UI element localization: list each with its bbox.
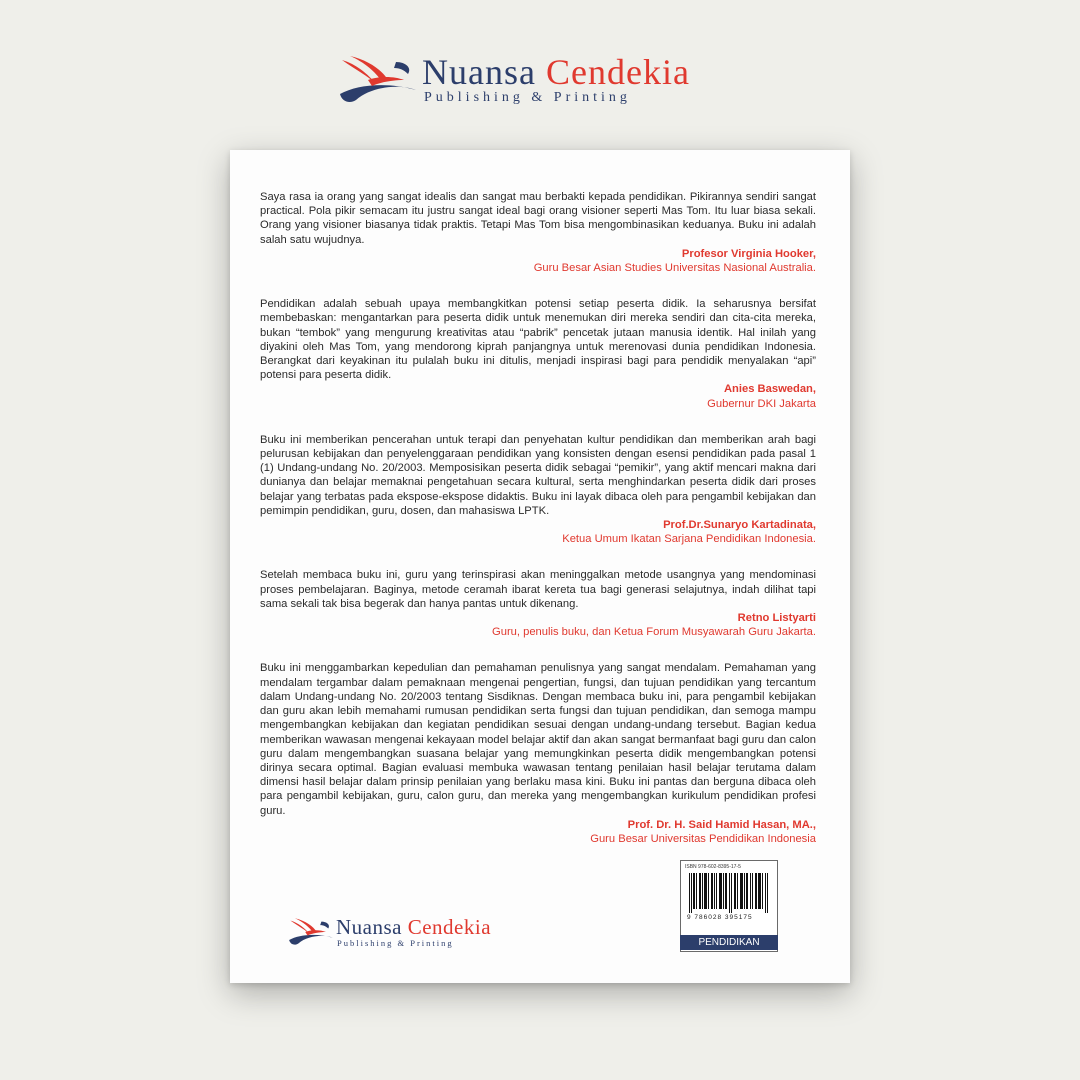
endorsement-text: Setelah membaca buku ini, guru yang terinspirasi akan meninggalkan metode usangnya yang mendominasi proses pembelajaran. Baginya, metode ceramah ibarat kereta tua bagi generasi selajutnya, indah dilihat tapi sama sekali tak bisa begerak dan hanya pantas untuk dikenang. — [260, 569, 816, 610]
publisher-name-part1: Nuansa — [422, 52, 546, 92]
endorsement-text: Buku ini memberikan pencerahan untuk terapi dan penyehatan kultur pendidikan dan memberikan arah bagi pelurusan kebijakan dan penyelenggaraan pendidikan yang konsisten dengan esensi pendidikan pada pasal 1 (1) Undang-undang No. 20/2003. Memposisikan peserta didik sebagai “pemikir”, yang aktif mencari makna dari dunianya dan belajar memaknai pengetahuan secara kultural, serta menghindarkan peserta didik dari proses belajar yang terbatas pada ekspose-ekspose didaktis. Buku ini layak dibaca oleh para pengambil kebijakan dan pemimpin pendidikan, guru, dosen, dan mahasiswa LPTK. — [260, 433, 816, 517]
isbn-label: ISBN 978-602-8395-17-5 — [685, 864, 741, 870]
publisher-name-part2: Cendekia — [545, 52, 690, 92]
endorsement-author: Profesor Virginia Hooker, — [681, 247, 816, 260]
publisher-name-part2: Cendekia — [407, 915, 492, 939]
publisher-name-part1: Nuansa — [336, 915, 408, 939]
category-label: PENDIDIKAN — [680, 935, 778, 950]
publisher-name — [422, 52, 690, 92]
publisher-logo-top — [0, 50, 1080, 120]
endorsement-role: Guru Besar Asian Studies Universitas Nasional Australia. — [533, 262, 816, 275]
endorsement-text: Pendidikan adalah sebuah upaya membangkitkan potensi setiap peserta didik. Ia seharusnya bersifat membebaskan: mengantarkan para peserta didik untuk menemukan diri mereka sendiri dan cita-cita mereka, bukan “tembok” yang mengurung kreativitas atau “pabrik” pencetak jutaan manusia identik. Hal inilah yang diyakini oleh Mas Tom, yang mendorong kiprah panjangnya untuk merenovasi dunia pendidikan Indonesia. Berangkat dari keyakinan itu pulalah buku ini ditulis, menjadi inspirasi bagi para pendidik menyalakan “api” potensi para peserta didik. — [260, 298, 816, 382]
endorsement-author: Anies Baswedan, — [723, 383, 816, 396]
publisher-tagline: Publishing & Printing — [424, 90, 631, 105]
endorsement-2 — [260, 297, 816, 411]
publisher-logo-bottom — [288, 915, 548, 955]
endorsement-author: Prof. Dr. H. Said Hamid Hasan, MA., — [627, 818, 816, 831]
publisher-tagline: Publishing & Printing — [337, 938, 454, 948]
barcode-icon — [689, 873, 771, 913]
endorsements — [260, 190, 816, 868]
endorsement-5 — [260, 661, 816, 846]
endorsement-role: Ketua Umum Ikatan Sarjana Pendidikan Indonesia. — [562, 533, 816, 546]
book-back-cover — [230, 150, 850, 983]
publisher-name — [336, 915, 491, 939]
publisher-emblem-icon — [288, 917, 334, 947]
endorsement-3 — [260, 433, 816, 547]
barcode-digits: 9 786028 395175 — [687, 914, 753, 921]
endorsement-role: Guru Besar Universitas Pendidikan Indonesia — [590, 832, 816, 845]
endorsement-text: Saya rasa ia orang yang sangat idealis dan sangat mau berbakti kepada pendidikan. Pikirannya sendiri sangat practical. Pola pikir semacam itu justru sangat ideal bagi orang visioner seperti Mas Tom. Itu luar biasa sekali. Orang yang visioner biasanya tidak praktis. Tetapi Mas Tom bisa mengombinasikan keduanya. Buku ini adalah salah satu wujudnya. — [260, 191, 816, 246]
endorsement-1 — [260, 190, 816, 275]
endorsement-4 — [260, 568, 816, 639]
endorsement-role: Guru, penulis buku, dan Ketua Forum Musyawarah Guru Jakarta. — [492, 626, 816, 639]
endorsement-author: Retno Listyarti — [737, 612, 816, 625]
endorsement-author: Prof.Dr.Sunaryo Kartadinata, — [663, 519, 816, 532]
endorsement-role: Gubernur DKI Jakarta — [707, 397, 816, 410]
endorsement-text: Buku ini menggambarkan kepedulian dan pemahaman penulisnya yang sangat mendalam. Pemahaman yang mendalam tergambar dalam pemaknaan mengenai pengertian, fungsi, dan tujuan pendidikan yang tercantum dalam Undang-undang No. 20/2003 tentang Sisdiknas. Dengan membaca buku ini, para pengambil kebijakan dan guru akan lebih memahami rumusan pendidikan serta fungsi dan tujuan pendidikan, dan semoga mampu mengembangkan kebijakan dan kegiatan pendidikan sesuai dengan undang-undang tersebut. Bagian kedua memberikan wawasan mengenai kekayaan model belajar aktif dan akan sangat bermanfaat bagi guru dan calon guru dalam mengembangkan suasana belajar yang memungkinkan peserta didik mengembangkan potensi dirinya secara optimal. Bagian evaluasi membuka wawasan tentang penilaian hasil belajar terutama dalam dimensi hasil belajar dalam prinsip penilaian yang berlaku masa kini. Buku ini pantas dan berguna dibaca oleh para pengambil kebijakan, guru, calon guru, dan mereka yang mengembangkan kurikulum pendidikan profesi guru. — [260, 662, 816, 817]
publisher-emblem-icon — [338, 54, 418, 106]
